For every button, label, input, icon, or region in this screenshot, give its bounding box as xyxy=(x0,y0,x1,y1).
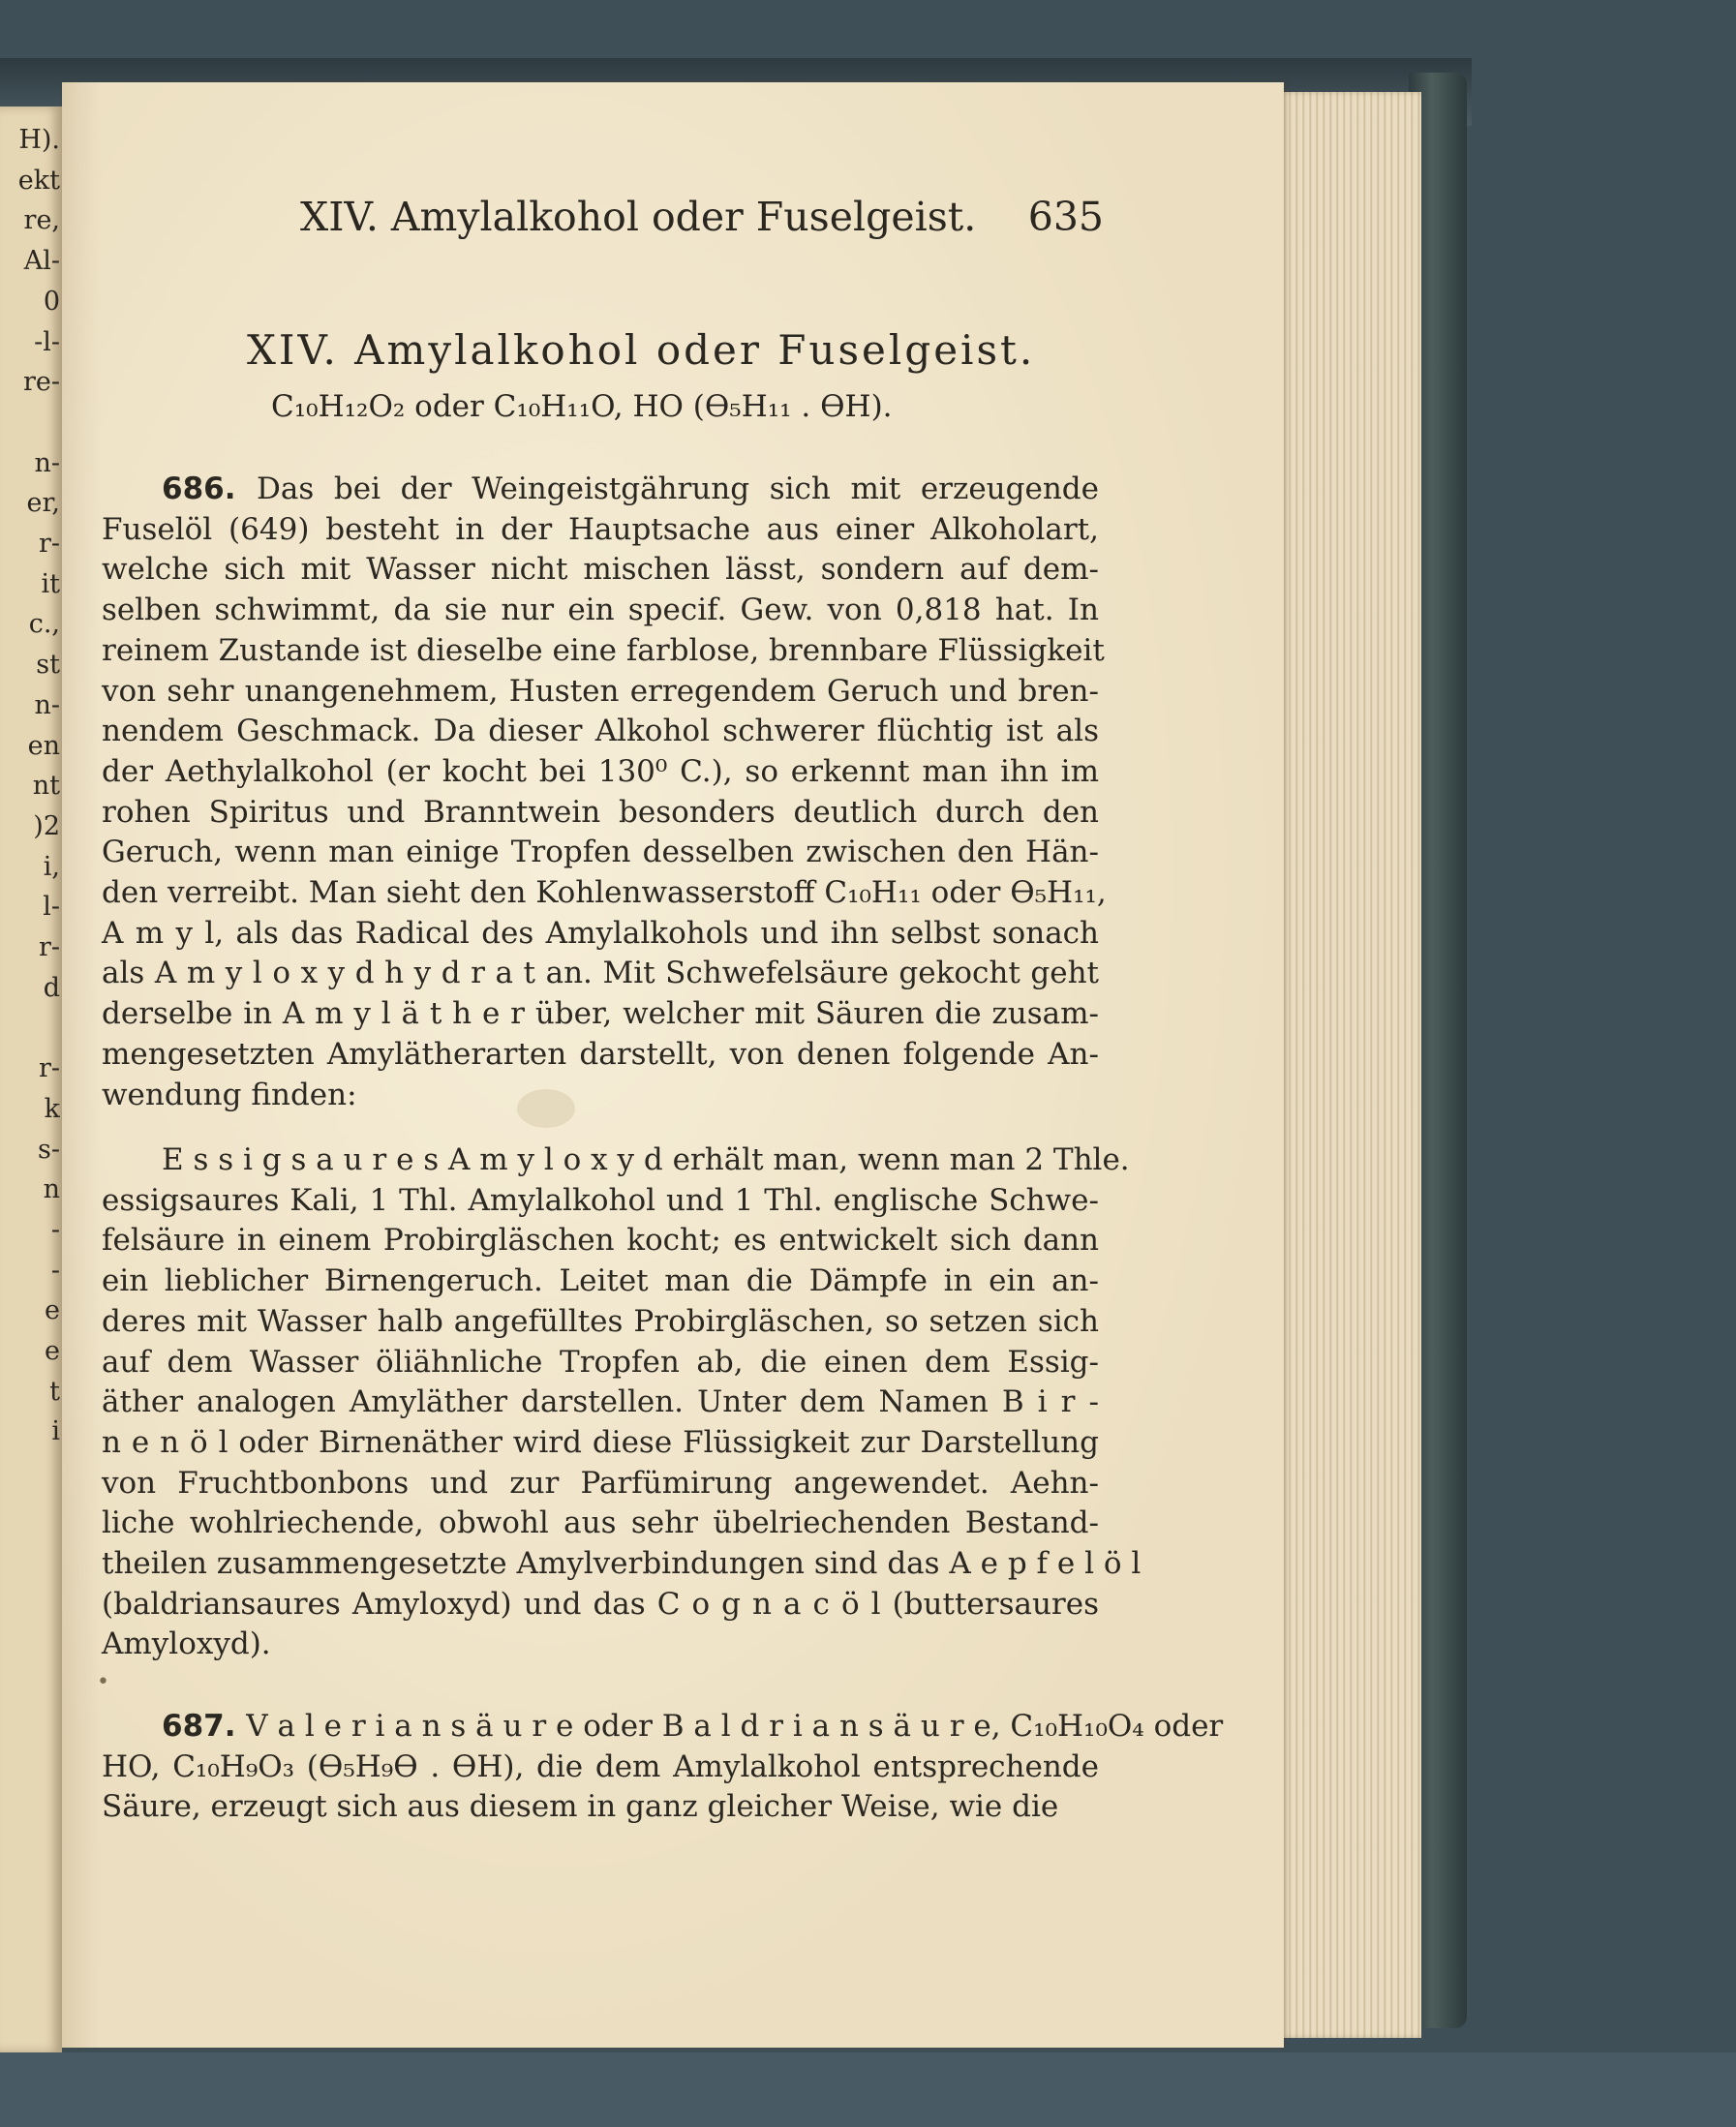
text-line xyxy=(102,591,1099,631)
previous-page-fragment: 0 xyxy=(43,287,60,317)
text-line xyxy=(102,1261,1099,1302)
chapter-formula: C₁₀H₁₂O₂ oder C₁₀H₁₁O, HO (Ɵ₅H₁₁ . ƟH). xyxy=(271,389,893,424)
previous-page-fragment: n- xyxy=(34,690,60,720)
previous-page-fragment: c., xyxy=(28,610,60,640)
previous-page-fragment: ekt xyxy=(17,166,60,196)
text-line-content: welche sich mit Wasser nicht mischen lässt, sondern auf dem- xyxy=(102,552,1099,588)
previous-page-fragment: it xyxy=(41,569,60,599)
text-line-content: äther analogen Amyläther darstellen. Unter dem Namen B i r - xyxy=(102,1384,1099,1420)
previous-page-fragment: t xyxy=(49,1377,60,1407)
previous-page-fragment: )2 xyxy=(33,811,60,841)
previous-page-fragment: - xyxy=(50,1215,60,1245)
chapter-heading: XIV. Amylalkohol oder Fuselgeist. xyxy=(247,326,1036,374)
text-line xyxy=(102,1625,1099,1665)
previous-page-fragment: i, xyxy=(43,852,60,882)
text-line-content: theilen zusammengesetzte Amylverbindungen sind das A e p f e l ö l xyxy=(102,1546,1142,1582)
text-line-content: rohen Spiritus und Branntwein besonders deutlich durch den xyxy=(102,794,1099,830)
text-line-content: von Fruchtbonbons und zur Parfümirung angewendet. Aehn- xyxy=(102,1465,1099,1501)
previous-page-fragment: st xyxy=(36,651,60,681)
text-line-content: den verreibt. Man sieht den Kohlenwasserstoff C₁₀H₁₁ oder Ɵ₅H₁₁, xyxy=(102,875,1107,911)
previous-page-fragment: r- xyxy=(38,530,60,559)
text-line xyxy=(102,833,1099,873)
previous-page-fragment: -l- xyxy=(34,327,60,357)
text-line xyxy=(102,1504,1099,1544)
text-line xyxy=(102,1787,1099,1828)
text-line xyxy=(102,1585,1099,1626)
text-line-content: reinem Zustande ist dieselbe eine farblose, brennbare Flüssigkeit xyxy=(102,632,1105,668)
text-line-content: Amyloxyd). xyxy=(102,1626,271,1662)
paragraph-686 xyxy=(102,470,1107,1115)
text-line-content: Fuselöl (649) besteht in der Hauptsache aus einer Alkoholart, xyxy=(102,511,1099,547)
text-line-content: HO, C₁₀H₉O₃ (Ɵ₅H₉Ɵ . ƟH), die dem Amylalkohol entsprechende xyxy=(102,1748,1099,1784)
previous-page-fragment: e xyxy=(45,1337,60,1366)
text-line xyxy=(102,1035,1099,1076)
text-line xyxy=(102,1302,1099,1343)
text-line-content: Geruch, wenn man einige Tropfen desselben zwischen den Hän- xyxy=(102,835,1099,870)
text-line-content: liche wohlriechende, obwohl aus sehr übelriechenden Bestand- xyxy=(102,1505,1099,1541)
page-stack-edges xyxy=(1278,92,1421,2038)
text-line-content: essigsaures Kali, 1 Thl. Amylalkohol und 1 Thl. englische Schwe- xyxy=(102,1182,1099,1218)
text-line-content: E s s i g s a u r e s A m y l o x y d erhält man, wenn man 2 Thle. xyxy=(162,1142,1130,1177)
text-line xyxy=(102,1707,1224,1747)
previous-page-fragment: k xyxy=(44,1094,60,1124)
text-line xyxy=(102,1423,1099,1464)
text-line xyxy=(102,1140,1130,1181)
text-line-content: Säure, erzeugt sich aus diesem in ganz gleicher Weise, wie die xyxy=(102,1789,1059,1825)
text-line xyxy=(102,1383,1099,1423)
text-line xyxy=(102,994,1099,1035)
previous-page-fragment: - xyxy=(50,1256,60,1286)
previous-page-fragment: r- xyxy=(38,1054,60,1084)
text-line-content: mengesetzten Amylätherarten darstellt, von denen folgende An- xyxy=(102,1036,1099,1072)
previous-page-fragment: nt xyxy=(32,772,60,802)
paragraph-number: 687. xyxy=(162,1709,247,1744)
text-line-content: auf dem Wasser öliähnliche Tropfen ab, die einen dem Essig- xyxy=(102,1344,1099,1380)
previous-page-fragment: H). xyxy=(18,126,60,155)
previous-page-fragment: en xyxy=(27,731,60,761)
running-head xyxy=(300,194,1104,248)
text-line xyxy=(102,510,1099,551)
previous-page-fragment: n- xyxy=(34,448,60,478)
text-line-content: n e n ö l oder Birnenäther wird diese Flüssigkeit zur Darstellung xyxy=(102,1424,1099,1460)
text-line-content: felsäure in einem Probirgläschen kocht; es entwickelt sich dann xyxy=(102,1223,1099,1259)
text-line xyxy=(102,914,1099,955)
text-line xyxy=(102,470,1099,510)
text-line xyxy=(102,1343,1099,1383)
margin-mark: • xyxy=(97,1670,109,1694)
text-line-content: V a l e r i a n s ä u r e oder B a l d r i a n s ä u r e, C₁₀H₁₀O₄ oder xyxy=(246,1709,1224,1744)
text-line-content: wendung finden: xyxy=(102,1077,357,1112)
text-line xyxy=(102,1464,1099,1504)
previous-page-fragment: re, xyxy=(23,206,60,236)
previous-page-fragment: d xyxy=(43,973,60,1003)
text-line-content: derselbe in A m y l ä t h e r über, welcher mit Säuren die zusam- xyxy=(102,996,1099,1032)
text-line-content: nendem Geschmack. Da dieser Alkohol schwerer flüchtig ist als xyxy=(102,714,1099,749)
text-line-content: ein lieblicher Birnengeruch. Leitet man die Dämpfe in ein an- xyxy=(102,1263,1099,1299)
text-line xyxy=(102,550,1099,591)
text-line-content: Das bei der Weingeistgährung sich mit erzeugende xyxy=(257,471,1099,506)
text-line xyxy=(102,1747,1099,1788)
previous-page-fragment: Al- xyxy=(23,247,60,277)
text-line xyxy=(102,712,1099,752)
text-line xyxy=(102,1076,1099,1116)
text-line xyxy=(102,1544,1142,1585)
previous-page-fragment: l- xyxy=(43,893,60,923)
text-line-content: von sehr unangenehmem, Husten erregendem Geruch und bren- xyxy=(102,673,1099,709)
text-line-content: als A m y l o x y d h y d r a t an. Mit Schwefelsäure gekocht geht xyxy=(102,956,1099,991)
text-line xyxy=(102,793,1099,834)
previous-page-fragment: e xyxy=(45,1296,60,1326)
text-line-content: der Aethylalkohol (er kocht bei 130⁰ C.), so erkennt man ihn im xyxy=(102,753,1099,789)
text-line xyxy=(102,873,1107,914)
paragraph-essigsaures-amyloxyd xyxy=(102,1140,1142,1665)
text-line xyxy=(102,1221,1099,1261)
previous-page-fragment: n xyxy=(43,1175,60,1205)
previous-page-fragment: i xyxy=(51,1417,60,1447)
previous-page-fragment: re- xyxy=(22,368,60,398)
text-line xyxy=(102,631,1105,672)
paragraph-number: 686. xyxy=(162,471,258,506)
text-line-content: selben schwimmt, da sie nur ein specif. Gew. von 0,818 hat. In xyxy=(102,593,1099,628)
text-line-content: deres mit Wasser halb angefülltes Probirgläschen, so setzen sich xyxy=(102,1303,1099,1339)
previous-page-edge xyxy=(0,106,62,2052)
text-line-content: (baldriansaures Amyloxyd) und das C o g n a c ö l (buttersaures xyxy=(102,1586,1099,1622)
page-number: 635 xyxy=(1027,194,1104,240)
paragraph-687 xyxy=(102,1707,1224,1828)
running-head-title: XIV. Amylalkohol oder Fuselgeist. xyxy=(300,194,977,240)
previous-page-fragment: s- xyxy=(38,1135,60,1165)
text-line xyxy=(102,1181,1099,1222)
previous-page-fragment: r- xyxy=(38,933,60,962)
scan-background-bottom xyxy=(0,2052,1736,2127)
text-line xyxy=(102,954,1099,994)
text-line xyxy=(102,752,1099,793)
text-line-content: A m y l, als das Radical des Amylalkohols und ihn selbst sonach xyxy=(102,915,1099,951)
previous-page-fragment: er, xyxy=(26,489,60,519)
text-line xyxy=(102,672,1099,713)
